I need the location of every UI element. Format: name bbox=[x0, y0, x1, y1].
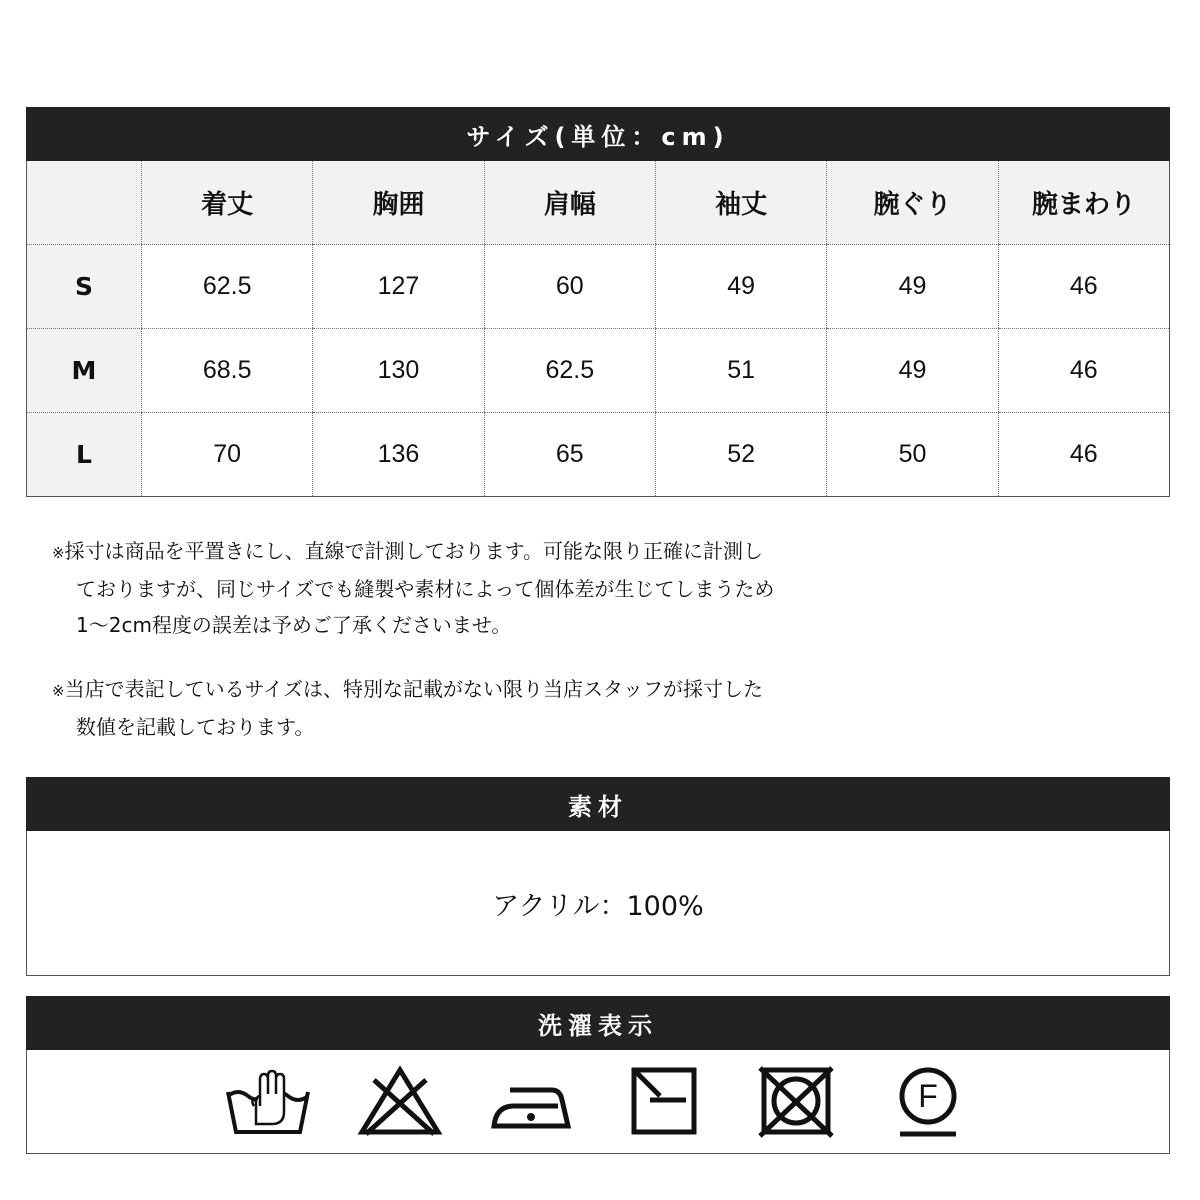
dry-clean-letter: F bbox=[918, 1077, 938, 1114]
table-row bbox=[27, 329, 1170, 413]
column-header: 腕まわり bbox=[998, 161, 1169, 245]
material-box bbox=[26, 831, 1170, 976]
note-line bbox=[52, 671, 763, 709]
table-cell: 49 bbox=[827, 245, 998, 329]
iron-low-icon bbox=[488, 1066, 576, 1138]
table-row bbox=[27, 413, 1170, 497]
table-cell: 60 bbox=[484, 245, 655, 329]
care-title: 洗濯表示 bbox=[26, 996, 1170, 1050]
column-header: 胸囲 bbox=[313, 161, 484, 245]
note-mark: ※ bbox=[52, 544, 65, 562]
note-mark: ※ bbox=[52, 682, 65, 700]
material-section bbox=[26, 777, 1170, 976]
note-line: 数値を記載しております。 bbox=[76, 715, 315, 739]
corner-cell bbox=[27, 161, 142, 245]
measurement-note bbox=[52, 533, 774, 643]
note-line: ておりますが、同じサイズでも縫製や素材によって個体差が生じてしまうため bbox=[76, 577, 775, 601]
table-cell: 62.5 bbox=[484, 329, 655, 413]
material-title: 素材 bbox=[26, 777, 1170, 831]
size-source-note bbox=[52, 671, 763, 745]
table-cell: 49 bbox=[827, 329, 998, 413]
table-cell: 46 bbox=[998, 413, 1169, 497]
table-cell: 65 bbox=[484, 413, 655, 497]
size-label: L bbox=[27, 413, 142, 497]
column-header: 腕ぐり bbox=[827, 161, 998, 245]
table-cell: 70 bbox=[142, 413, 313, 497]
table-cell: 62.5 bbox=[142, 245, 313, 329]
note-text: 採寸は商品を平置きにし、直線で計測しております。可能な限り正確に計測し bbox=[64, 539, 763, 563]
dry-clean-f-icon bbox=[884, 1066, 972, 1138]
column-header: 着丈 bbox=[142, 161, 313, 245]
no-tumble-dry-icon bbox=[752, 1066, 840, 1138]
note-line: 1〜2cm程度の誤差は予めご了承くださいませ。 bbox=[76, 613, 512, 637]
no-bleach-icon bbox=[356, 1066, 444, 1138]
table-row bbox=[27, 245, 1170, 329]
table-cell: 51 bbox=[655, 329, 826, 413]
size-label: M bbox=[27, 329, 142, 413]
size-table bbox=[26, 161, 1170, 497]
table-cell: 68.5 bbox=[142, 329, 313, 413]
table-cell: 50 bbox=[827, 413, 998, 497]
care-icons-box bbox=[26, 1050, 1170, 1154]
note-line bbox=[52, 533, 774, 571]
table-cell: 46 bbox=[998, 245, 1169, 329]
line-dry-shade-icon bbox=[620, 1066, 708, 1138]
size-label: S bbox=[27, 245, 142, 329]
table-cell: 127 bbox=[313, 245, 484, 329]
table-cell: 136 bbox=[313, 413, 484, 497]
table-cell: 46 bbox=[998, 329, 1169, 413]
table-cell: 49 bbox=[655, 245, 826, 329]
column-header: 袖丈 bbox=[655, 161, 826, 245]
size-table-header-row bbox=[27, 161, 1170, 245]
care-section bbox=[26, 996, 1170, 1154]
column-header: 肩幅 bbox=[484, 161, 655, 245]
material-content: アクリル：100% bbox=[492, 890, 704, 922]
size-table-title: サイズ(単位：cm) bbox=[26, 107, 1170, 161]
note-text: 当店で表記しているサイズは、特別な記載がない限り当店スタッフが採寸した bbox=[64, 677, 763, 701]
hand-wash-icon bbox=[224, 1066, 312, 1138]
table-cell: 130 bbox=[313, 329, 484, 413]
size-section bbox=[26, 107, 1170, 497]
table-cell: 52 bbox=[655, 413, 826, 497]
